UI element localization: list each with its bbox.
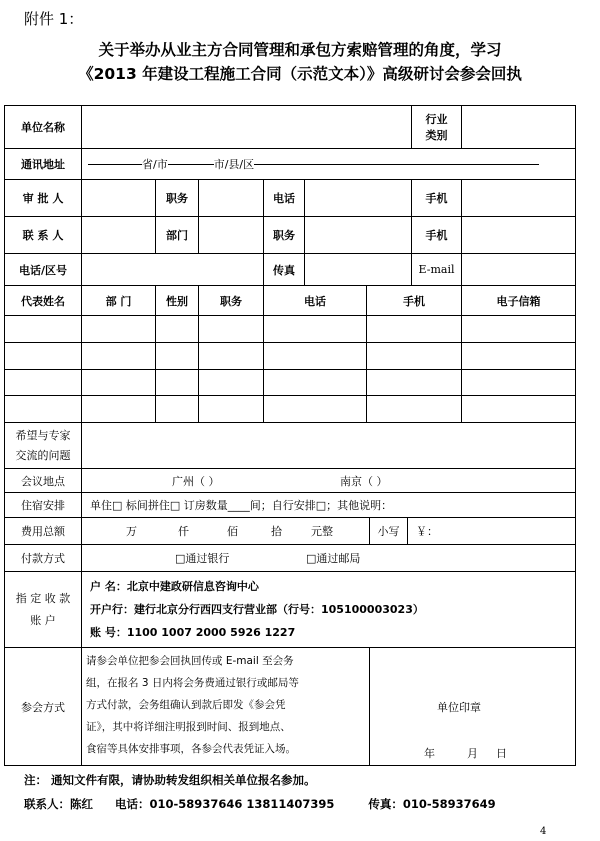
seal-month: 月 (467, 747, 478, 760)
lodging-label: 住宿安排 (4, 492, 82, 518)
account-label-line1: 指 定 收 款 (15, 591, 71, 605)
fee-amount-field[interactable] (81, 517, 370, 545)
delegate-cell[interactable] (461, 395, 576, 423)
approver-position-field[interactable] (198, 179, 264, 217)
page-number: 4 (540, 826, 547, 837)
contact-field[interactable] (81, 216, 156, 254)
venue-field[interactable] (81, 468, 576, 493)
contact-mobile-label: 手机 (411, 216, 462, 254)
fee-small-label: 小写 (369, 517, 408, 545)
delegate-cell[interactable] (155, 315, 199, 343)
delegate-cell[interactable] (263, 395, 367, 423)
delegate-header-name: 代表姓名 (4, 285, 82, 316)
fee-small-field[interactable]: ￥： (407, 517, 576, 545)
annex-label: 附件 1： (24, 10, 84, 28)
delegate-header-email: 电子信箱 (461, 285, 576, 316)
venue-guangzhou[interactable]: 广州（ ） (172, 474, 220, 488)
contact-department-label: 部门 (155, 216, 199, 254)
delegate-cell[interactable] (4, 369, 82, 396)
delegate-cell[interactable] (461, 369, 576, 396)
address-field[interactable] (81, 148, 576, 180)
delegate-cell[interactable] (366, 369, 462, 396)
account-number: 账 号：1100 1007 2000 5926 1227 (90, 626, 296, 639)
unit-seal-label: 单位印章 (437, 701, 481, 714)
expert-label-line2: 交流的问题 (15, 448, 71, 462)
approver-position-label: 职务 (155, 179, 199, 217)
delegate-cell[interactable] (198, 315, 264, 343)
district-blank (254, 164, 539, 165)
delegate-cell[interactable] (198, 395, 264, 423)
industry-field[interactable] (461, 105, 576, 149)
delegate-cell[interactable] (81, 395, 156, 423)
approver-phone-field[interactable] (304, 179, 412, 217)
address-label: 通讯地址 (4, 148, 82, 180)
payment-post-checkbox[interactable]: □通过邮局 (306, 552, 361, 565)
tel-area-label: 电话/区号 (4, 253, 82, 286)
delegate-cell[interactable] (461, 315, 576, 343)
venue-label: 会议地点 (4, 468, 82, 493)
expert-question-label (4, 422, 82, 469)
fee-shi: 拾 (271, 525, 282, 538)
fee-label: 费用总额 (4, 517, 82, 545)
delegate-cell[interactable] (366, 395, 462, 423)
title-line-1: 关于举办从业主方合同管理和承包方索赔管理的角度，学习 (98, 41, 502, 59)
account-label-line2: 账 户 (30, 613, 56, 627)
delegate-header-department: 部 门 (81, 285, 156, 316)
address-province: 省/市 (142, 158, 168, 171)
delegate-cell[interactable] (263, 315, 367, 343)
venue-nanjing[interactable]: 南京（ ） (340, 474, 388, 488)
delegate-cell[interactable] (198, 342, 264, 370)
attend-label: 参会方式 (4, 647, 82, 766)
expert-label-line1: 希望与专家 (15, 428, 71, 442)
attend-line: 证》，其中将详细注明报到时间、报到地点、 (86, 721, 291, 733)
contact-phone: 电话：010-58937646 13811407395 (115, 797, 335, 811)
contact-line (24, 796, 496, 812)
delegate-header-position: 职务 (198, 285, 264, 316)
delegate-cell[interactable] (155, 369, 199, 396)
account-name: 户 名：北京中建政研信息咨询中心 (90, 580, 259, 593)
address-city: 市/县/区 (213, 158, 255, 171)
email-field[interactable] (461, 253, 576, 286)
account-bank: 开户行：建行北京分行西四支行营业部（行号：105100003023） (90, 603, 424, 616)
delegate-cell[interactable] (263, 369, 367, 396)
attend-line: 请参会单位把参会回执回传或 E-mail 至会务 (86, 655, 294, 667)
delegate-header-mobile: 手机 (366, 285, 462, 316)
note-text: 注： 通知文件有限，请协助转发组织相关单位报名参加。 (24, 773, 316, 787)
contact-fax: 传真：010-58937649 (368, 797, 496, 811)
delegate-cell[interactable] (81, 315, 156, 343)
delegate-cell[interactable] (366, 342, 462, 370)
attend-line: 组，在报名 3 日内将会务费通过银行或邮局等 (86, 677, 299, 689)
contact-mobile-field[interactable] (461, 216, 576, 254)
fee-yuan: 元整 (311, 525, 333, 538)
delegate-cell[interactable] (81, 369, 156, 396)
delegate-cell[interactable] (263, 342, 367, 370)
delegate-header-phone: 电话 (263, 285, 367, 316)
unit-name-field[interactable] (81, 105, 412, 149)
unit-name-label: 单位名称 (4, 105, 82, 149)
industry-label (411, 105, 462, 149)
contact-person: 联系人：陈红 (24, 797, 93, 811)
approver-mobile-field[interactable] (461, 179, 576, 217)
delegate-cell[interactable] (198, 369, 264, 396)
industry-label-line2: 类别 (425, 129, 448, 142)
delegate-cell[interactable] (4, 342, 82, 370)
approver-mobile-label: 手机 (411, 179, 462, 217)
lodging-options[interactable]: 单住□ 标间拼住□ 订房数量____间；自行安排□；其他说明： (81, 492, 576, 518)
delegate-cell[interactable] (4, 315, 82, 343)
approver-phone-label: 电话 (263, 179, 305, 217)
approver-label: 审 批 人 (4, 179, 82, 217)
seal-day: 日 (496, 747, 507, 760)
expert-question-field[interactable] (81, 422, 576, 469)
tel-area-field[interactable] (81, 253, 264, 286)
delegate-cell[interactable] (81, 342, 156, 370)
attend-line: 食宿等具体安排事项，各参会代表凭证入场。 (86, 743, 296, 755)
delegate-header-gender: 性别 (155, 285, 199, 316)
delegate-cell[interactable] (155, 342, 199, 370)
contact-position-field[interactable] (304, 216, 412, 254)
fee-wan: 万 (126, 525, 137, 538)
delegate-cell[interactable] (461, 342, 576, 370)
attend-instructions (81, 647, 370, 766)
industry-label-line1: 行业 (425, 113, 448, 126)
fax-field[interactable] (304, 253, 412, 286)
delegate-cell[interactable] (366, 315, 462, 343)
delegate-cell[interactable] (155, 395, 199, 423)
fax-label: 传真 (263, 253, 305, 286)
account-label (4, 571, 82, 648)
approver-field[interactable] (81, 179, 156, 217)
fee-qian: 仟 (178, 525, 189, 538)
contact-label: 联 系 人 (4, 216, 82, 254)
contact-position-label: 职务 (263, 216, 305, 254)
attend-line: 方式付款，会务组确认到款后即发《参会凭 (86, 699, 286, 711)
delegate-cell[interactable] (4, 395, 82, 423)
title-line-2: 《2013 年建设工程施工合同（示范文本）》高级研讨会参会回执 (78, 65, 522, 83)
city-blank (168, 164, 214, 165)
payment-field (81, 544, 576, 572)
email-label: E-mail (411, 253, 462, 286)
seal-year: 年 (424, 747, 435, 760)
payment-bank-checkbox[interactable]: □通过银行 (175, 552, 230, 565)
province-blank (88, 164, 142, 165)
payment-label: 付款方式 (4, 544, 82, 572)
fee-bai: 佰 (227, 525, 238, 538)
contact-department-field[interactable] (198, 216, 264, 254)
unit-seal-area[interactable] (369, 647, 576, 766)
account-details (81, 571, 576, 648)
